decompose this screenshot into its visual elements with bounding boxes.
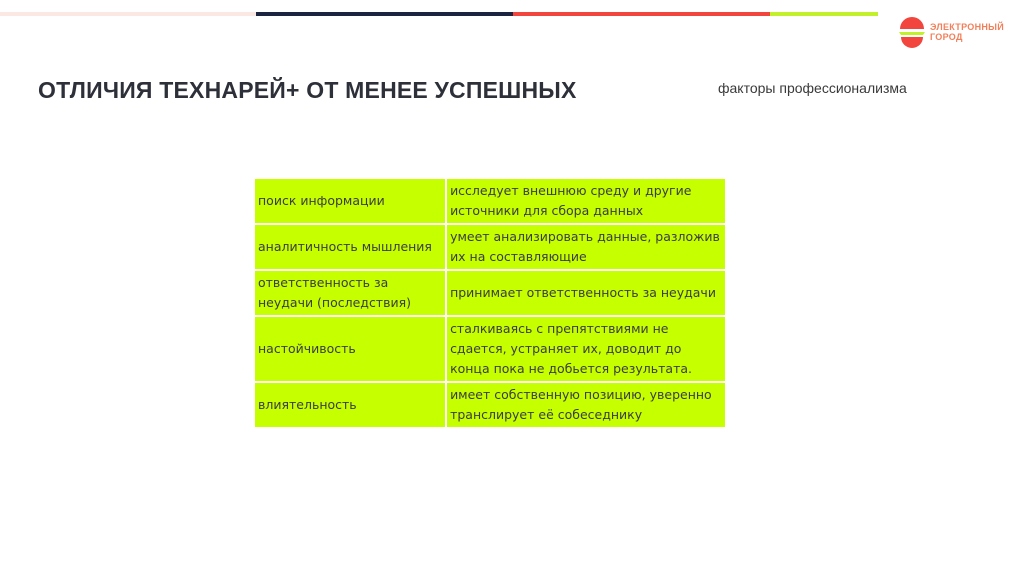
top-bar-segment-navy [256, 12, 513, 16]
table-row [255, 271, 725, 317]
table-row [255, 383, 725, 429]
top-bar-segment-pink [0, 12, 256, 16]
electronic-city-logo [898, 14, 1004, 50]
description-cell: имеет собственную позицию, уверенно транслирует её собеседнику [447, 383, 725, 429]
description-cell: исследует внешнюю среду и другие источники для сбора данных [447, 179, 725, 225]
slide-subtitle: факторы профессионализма [718, 80, 907, 96]
factor-cell: ответственность за неудачи (последствия) [255, 271, 447, 317]
electronic-city-logo-icon [898, 14, 926, 50]
description-cell: принимает ответственность за неудачи [447, 271, 725, 317]
table-row [255, 179, 725, 225]
factor-cell: настойчивость [255, 317, 447, 383]
top-color-bar [0, 12, 878, 16]
logo-line-1: ЭЛЕКТРОННЫЙ [930, 22, 1005, 32]
logo-wordmark [930, 22, 1004, 42]
factor-cell: поиск информации [255, 179, 447, 225]
table-row [255, 225, 725, 271]
factor-cell: влиятельность [255, 383, 447, 429]
factor-cell: аналитичность мышления [255, 225, 447, 271]
slide-title: ОТЛИЧИЯ ТЕХНАРЕЙ+ ОТ МЕНЕЕ УСПЕШНЫХ [38, 77, 577, 103]
factors-table [255, 179, 725, 429]
description-cell: сталкиваясь с препятствиями не сдается, устраняет их, доводит до конца пока не добьется результата. [447, 317, 725, 383]
description-cell: умеет анализировать данные, разложив их на составляющие [447, 225, 725, 271]
table-row [255, 317, 725, 383]
top-bar-segment-red [513, 12, 770, 16]
logo-line-2: ГОРОД [930, 32, 963, 42]
top-bar-segment-lime [770, 12, 878, 16]
